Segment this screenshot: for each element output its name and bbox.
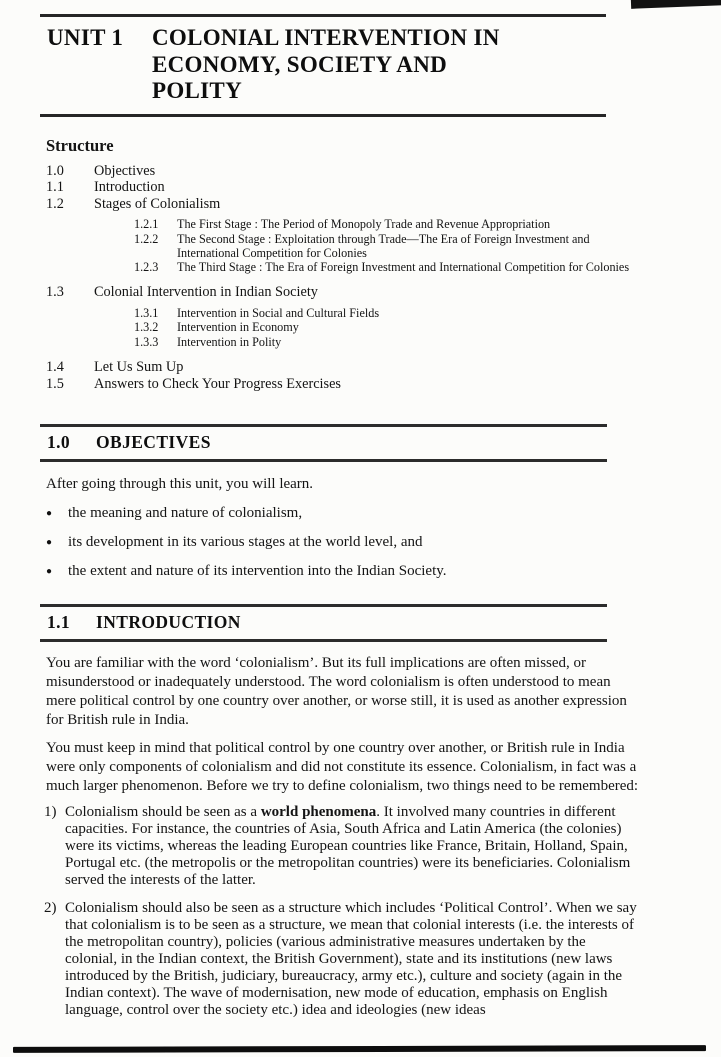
toc-label: Colonial Intervention in Indian Society: [94, 284, 318, 301]
section-heading-objectives: [40, 424, 607, 462]
intro-paragraph-2: You must keep in mind that political control by one country over another, or British rule in India were only components of colonialism and did not constitute its essence. Colonialism, in fact was a much larger phenomenon. Before we try to define colonialism, two things need to be remembered:: [46, 740, 639, 795]
toc-number: 1.5: [46, 375, 64, 392]
bullet-text: the meaning and nature of colonialism,: [68, 505, 303, 522]
toc-label: The Second Stage : Exploitation through Trade—The Era of Foreign Investment and International Competition for Colonies: [177, 231, 590, 260]
title-top-rule: [40, 14, 606, 17]
scan-artifact-bottom-bar: [13, 1045, 706, 1053]
toc-label: Intervention in Economy: [177, 320, 299, 335]
bullet-icon: ●: [46, 508, 53, 520]
unit-title-line: COLONIAL INTERVENTION IN: [152, 25, 500, 50]
objectives-lead: After going through this unit, you will learn.: [46, 476, 314, 493]
unit-title-line: POLITY: [152, 78, 242, 103]
toc-label: Stages of Colonialism: [94, 195, 221, 212]
toc-label: Objectives: [94, 162, 156, 179]
section-number: 1.0: [47, 432, 71, 453]
numbered-item-2: [44, 900, 721, 1019]
title-bottom-rule: [40, 114, 606, 117]
toc-label: Introduction: [94, 179, 165, 195]
toc-number: 1.3.2: [134, 320, 159, 335]
intro-paragraph-1: You are familiar with the word ‘colonialism’. But its full implications are often missed, or misunderstood or inadequately understood. The word colonialism is often understood to mean mere political control by one country over another, or worse still, it is used as another expression for British rule in India.: [46, 655, 627, 729]
item-text: Colonialism should also be seen as a structure which includes ‘Political Control’. When we say that colonialism is to be seen as a structure, we mean that colonial interests (i.e. the interests of the metropolitan country), policies (various administrative measures undertaken by the colonial, in the Indian context, the British Government), state and its institutions (new laws introduced by the British, judiciary, bureaucracy, army etc.), culture and society (again in the Indian context). The wave of modernisation, new mode of education, emphasis on English language, control over the society etc.) idea and ideologies (new ideas: [65, 900, 637, 1019]
structure-heading: Structure: [46, 135, 114, 155]
toc-label: The First Stage : The Period of Monopoly Trade and Revenue Appropriation: [177, 217, 551, 231]
section-heading-introduction: [40, 604, 607, 642]
bullet-item: [46, 504, 721, 523]
toc-row: [46, 180, 721, 195]
toc-number: 1.2.1: [134, 217, 159, 231]
section-number: 1.1: [47, 612, 71, 633]
item-number: 2): [44, 900, 57, 917]
toc-number: 1.3.3: [134, 335, 159, 350]
unit-title-line: ECONOMY, SOCIETY AND: [152, 51, 448, 77]
item-text-post: . It involved many countries in different capacities. For instance, the countries of Asia, South Africa and Latin America (the colonies) were its victims, whereas the leading European countries like France, Britain, Holland, Spain, Portugal etc. (the metropolis or the metropolitan countries) were its beneficiaries. Colonialism served the interests of the latter.: [65, 804, 631, 889]
toc-sublist-1-3: [134, 307, 721, 350]
bold-phrase: world phenomena: [260, 804, 377, 821]
toc-sub-row: [134, 336, 721, 350]
toc-number: 1.2.3: [134, 260, 159, 275]
bullet-item: [46, 562, 721, 581]
toc-sub-row: [134, 261, 721, 275]
numbered-item-1: [44, 804, 721, 889]
toc-row: [46, 377, 721, 392]
item-number: 1): [44, 804, 57, 821]
unit-number: UNIT 1: [47, 25, 124, 50]
toc-label: Intervention in Polity: [177, 335, 282, 350]
toc-label: The Third Stage : The Era of Foreign Investment and International Competition for Colonies: [177, 260, 630, 275]
toc-row: [46, 197, 721, 212]
toc-sub-row: [134, 233, 721, 261]
table-of-contents: [46, 164, 721, 392]
toc-label: Intervention in Social and Cultural Fields: [177, 305, 380, 320]
toc-sublist-1-2: [134, 218, 721, 275]
section-title: INTRODUCTION: [96, 612, 241, 633]
toc-number: 1.2.2: [134, 231, 159, 246]
toc-label: Let Us Sum Up: [94, 359, 184, 376]
toc-number: 1.2: [46, 195, 64, 212]
unit-title-lines: [152, 25, 500, 105]
toc-row: [46, 164, 721, 179]
toc-number: 1.4: [46, 359, 64, 376]
toc-number: 1.0: [46, 162, 64, 179]
toc-number: 1.1: [46, 179, 64, 195]
bullet-text: the extent and nature of its intervention into the Indian Society.: [68, 563, 447, 580]
toc-sub-row: [134, 321, 721, 335]
toc-label: Answers to Check Your Progress Exercises: [94, 375, 341, 392]
toc-sub-row: [134, 307, 721, 321]
toc-sub-row: [134, 218, 721, 232]
item-text: [65, 804, 640, 889]
toc-row: [46, 285, 721, 300]
toc-number: 1.3: [46, 284, 64, 301]
toc-number: 1.3.1: [134, 305, 159, 320]
section-title: OBJECTIVES: [96, 432, 211, 453]
bullet-item: [46, 533, 721, 552]
bullet-icon: ●: [46, 566, 53, 578]
unit-title: [47, 25, 721, 105]
toc-row: [46, 360, 721, 375]
item-text-pre: Colonialism should be seen as a: [65, 804, 261, 821]
bullet-text: its development in its various stages at the world level, and: [68, 534, 423, 551]
bullet-icon: ●: [46, 537, 53, 549]
